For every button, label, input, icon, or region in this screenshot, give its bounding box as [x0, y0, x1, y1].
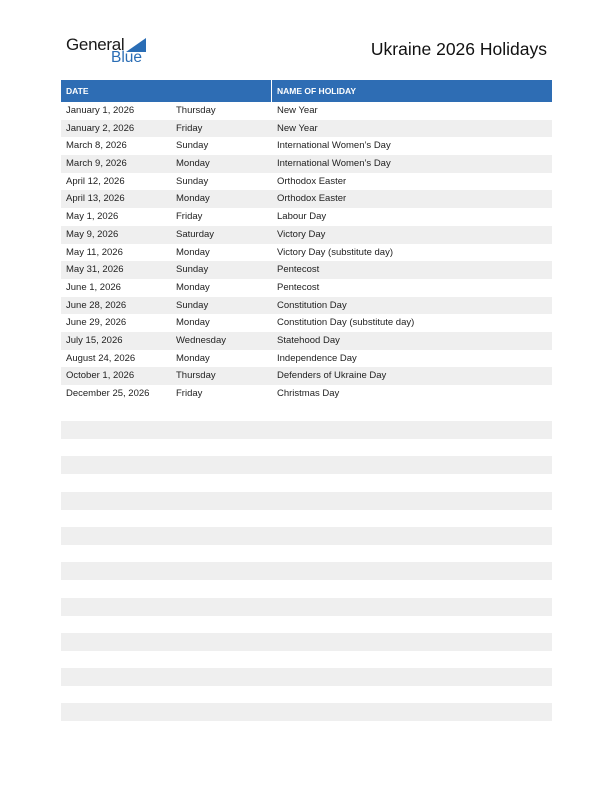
holiday-name: Victory Day	[277, 228, 326, 240]
table-row	[61, 208, 552, 226]
empty-row	[61, 456, 552, 474]
table-row	[61, 367, 552, 385]
holiday-name: International Women’s Day	[277, 158, 391, 170]
table-row	[61, 137, 552, 155]
holiday-weekday: Monday	[176, 158, 210, 170]
holiday-name: Victory Day (substitute day)	[277, 246, 393, 258]
holiday-weekday: Sunday	[176, 175, 209, 187]
empty-row	[61, 562, 552, 580]
table-row	[61, 332, 552, 350]
holiday-date: April 13, 2026	[66, 193, 125, 205]
table-row	[61, 314, 552, 332]
holiday-weekday: Thursday	[176, 370, 216, 382]
holiday-name: New Year	[277, 105, 318, 116]
empty-row	[61, 598, 552, 616]
holiday-name: Independence Day	[277, 352, 357, 364]
logo-text-general: General	[66, 35, 125, 54]
holiday-name: Statehood Day	[277, 334, 340, 346]
holiday-date: May 9, 2026	[66, 228, 119, 240]
holiday-date: August 24, 2026	[66, 352, 136, 364]
holiday-name: New Year	[277, 122, 318, 134]
holiday-name: Orthodox Easter	[277, 175, 347, 187]
empty-row	[61, 527, 552, 545]
holiday-name: Constitution Day	[277, 299, 347, 311]
holiday-date: May 1, 2026	[66, 211, 119, 223]
holiday-weekday: Monday	[176, 352, 210, 364]
table-row	[61, 244, 552, 262]
holiday-date: June 29, 2026	[66, 317, 127, 329]
holiday-name: Christmas Day	[277, 388, 340, 399]
holiday-table	[61, 80, 552, 403]
holiday-weekday: Sunday	[176, 264, 209, 276]
table-row	[61, 279, 552, 297]
empty-row	[61, 421, 552, 439]
header-holiday-name: NAME OF HOLIDAY	[277, 86, 357, 96]
table-row	[61, 173, 552, 191]
holiday-weekday: Wednesday	[176, 334, 226, 346]
empty-row	[61, 633, 552, 651]
holiday-date: October 1, 2026	[66, 370, 135, 382]
generalblue-logo	[66, 34, 166, 68]
holiday-weekday: Monday	[176, 281, 210, 293]
holiday-weekday: Friday	[176, 122, 203, 134]
holiday-name: International Women’s Day	[277, 140, 391, 152]
table-row	[61, 120, 552, 138]
holiday-name: Labour Day	[277, 211, 327, 223]
holiday-name: Pentecost	[277, 281, 320, 293]
holiday-date: January 2, 2026	[66, 122, 135, 134]
empty-row	[61, 703, 552, 721]
header-divider	[271, 80, 272, 102]
table-row	[61, 350, 552, 368]
table-row	[61, 155, 552, 173]
holiday-name: Pentecost	[277, 264, 320, 276]
holiday-date: May 11, 2026	[66, 246, 123, 258]
table-row	[61, 226, 552, 244]
holiday-date: June 28, 2026	[66, 299, 127, 311]
empty-row	[61, 492, 552, 510]
table-row	[61, 102, 552, 120]
holiday-weekday: Thursday	[176, 105, 216, 116]
holiday-name: Defenders of Ukraine Day	[277, 370, 387, 382]
table-row	[61, 190, 552, 208]
logo-text-blue: Blue	[111, 49, 143, 66]
holiday-date: April 12, 2026	[66, 175, 125, 187]
table-row	[61, 385, 552, 403]
holiday-date: March 8, 2026	[66, 140, 127, 152]
holiday-weekday: Monday	[176, 246, 210, 258]
holiday-date: December 25, 2026	[66, 388, 150, 399]
holiday-weekday: Friday	[176, 211, 203, 223]
page-title: Ukraine 2026 Holidays	[370, 39, 547, 59]
holiday-weekday: Sunday	[176, 299, 209, 311]
holiday-name: Constitution Day (substitute day)	[277, 317, 415, 329]
table-row	[61, 297, 552, 315]
holiday-date: January 1, 2026	[66, 105, 135, 116]
holiday-date: May 31, 2026	[66, 264, 124, 276]
table-body	[61, 102, 552, 403]
holiday-date: March 9, 2026	[66, 158, 127, 170]
table-row	[61, 261, 552, 279]
table-header	[61, 80, 552, 102]
holiday-weekday: Saturday	[176, 228, 215, 240]
holiday-weekday: Friday	[176, 388, 203, 399]
holiday-date: June 1, 2026	[66, 281, 121, 293]
empty-row	[61, 668, 552, 686]
holiday-weekday: Sunday	[176, 140, 209, 152]
holiday-date: July 15, 2026	[66, 334, 123, 346]
header-date: DATE	[66, 86, 89, 96]
holiday-name: Orthodox Easter	[277, 193, 347, 205]
holiday-weekday: Monday	[176, 317, 210, 329]
holiday-weekday: Monday	[176, 193, 210, 205]
